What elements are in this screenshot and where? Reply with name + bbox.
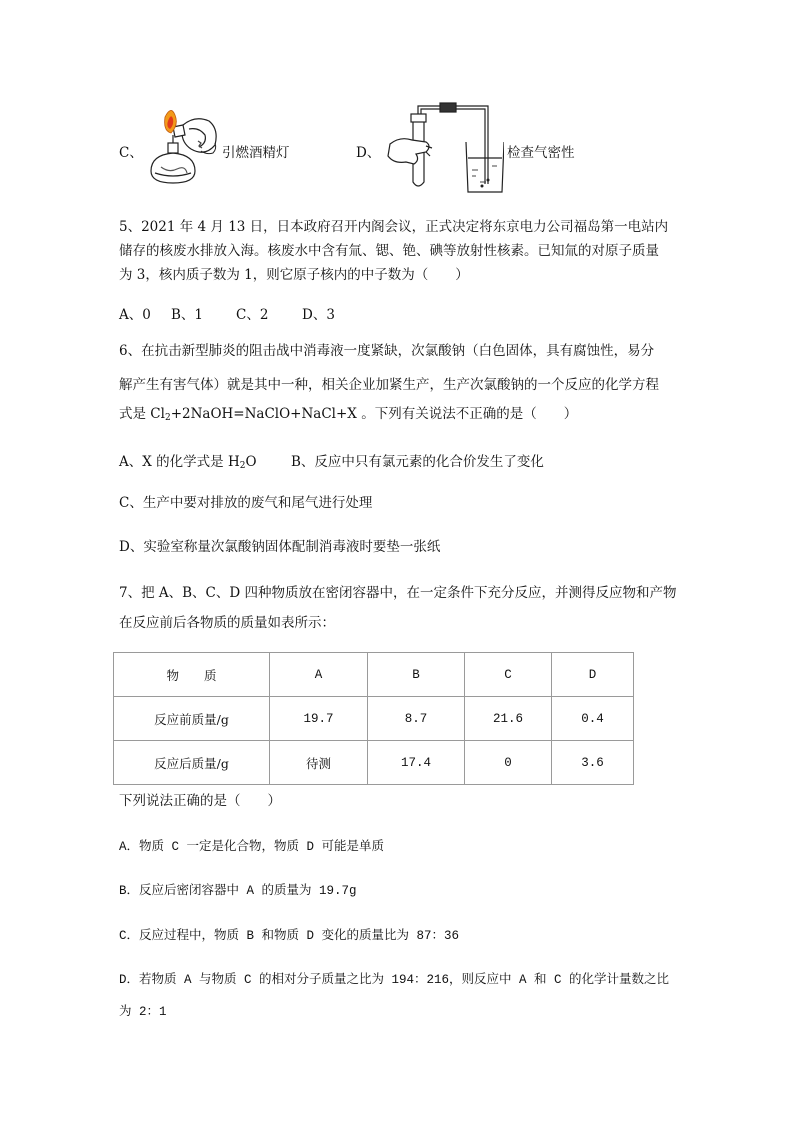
q6-option-c: C、生产中要对排放的废气和尾气进行处理 [119, 495, 373, 511]
table-header-cell: 物 质 [114, 653, 270, 697]
lamp-ignition-figure [143, 103, 225, 187]
q7-option-c: C．反应过程中，物质 B 和物质 D 变化的质量比为 87：36 [119, 929, 460, 943]
table-cell: 21.6 [465, 697, 552, 741]
airtightness-figure [380, 100, 504, 194]
q7-option-a: A．物质 C 一定是化合物，物质 D 可能是单质 [119, 840, 385, 854]
option-c-label: C、 [119, 145, 143, 161]
table-cell: 8.7 [368, 697, 465, 741]
q5-option-c: C、2 [236, 307, 269, 323]
table-cell: 0.4 [552, 697, 634, 741]
option-d-caption: 检查气密性 [507, 145, 575, 161]
table-header-cell: B [368, 653, 465, 697]
q6-option-d: D、实验室称量次氯酸钠固体配制消毒液时要垫一张纸 [119, 539, 441, 555]
table-cell: 反应后质量/g [114, 741, 270, 785]
q6-line-1: 6、在抗击新型肺炎的阻击战中消毒液一度紧缺，次氯酸钠（白色固体，具有腐蚀性，易分 [119, 343, 655, 359]
q7-line-1: 7、把 A、B、C、D 四种物质放在密闭容器中，在一定条件下充分反应，并测得反应物和产物 [119, 585, 677, 601]
q6-option-b: B、反应中只有氯元素的化合价发生了变化 [291, 454, 544, 470]
q6-option-a: A、X 的化学式是 $H_2O$ [119, 454, 257, 471]
table-cell: 19.7 [270, 697, 368, 741]
hand-icon [388, 139, 429, 164]
q7-option-b: B．反应后密闭容器中 A 的质量为 19.7g [119, 884, 357, 898]
table-cell: 待测 [270, 741, 368, 785]
q6-line-3: 式是 $Cl_2+2NaOH=NaClO+NaCl+X$ 。下列有关说法不正确的是（ ） [119, 406, 578, 423]
q7-option-d-line-1: D．若物质 A 与物质 C 的相对分子质量之比为 194：216，则反应中 A 和 C 的化学计量数之比 [119, 973, 670, 987]
q5-line-2: 储存的核废水排放入海。核废水中含有氚、锶、铯、碘等放射性核素。已知氚的对原子质量 [119, 243, 659, 259]
tilted-lamp-icon [173, 119, 216, 152]
q7-line-2: 在反应前后各物质的质量如表所示： [119, 615, 335, 631]
table-header-cell: A [270, 653, 368, 697]
option-d-label: D、 [356, 145, 381, 161]
table-cell: 反应前质量/g [114, 697, 270, 741]
table-cell: 0 [465, 741, 552, 785]
q5-option-b: B、1 [171, 307, 204, 323]
table-cell: 17.4 [368, 741, 465, 785]
q5-option-d: D、3 [302, 307, 335, 323]
table-row [114, 697, 634, 741]
table-row [114, 741, 634, 785]
table-cell: 3.6 [552, 741, 634, 785]
mass-table [113, 652, 634, 785]
option-c-caption: 引燃酒精灯 [222, 145, 290, 161]
q7-option-d-line-2: 为 2：1 [119, 1005, 167, 1019]
table-header-row [114, 653, 634, 697]
q6-line-2: 解产生有害气体）就是其中一种，相关企业加紧生产，生产次氯酸钠的一个反应的化学方程 [119, 377, 659, 393]
q7-prompt: 下列说法正确的是（ ） [119, 793, 281, 809]
q5-option-a: A、0 [119, 307, 151, 323]
q5-line-3: 为 3，核内质子数为 1，则它原子核内的中子数为（ ） [119, 267, 469, 283]
table-header-cell: C [465, 653, 552, 697]
table-header-cell: D [552, 653, 634, 697]
q5-line-1: 5、2021 年 4 月 13 日，日本政府召开内阁会议，正式决定将东京电力公司福岛第一电站内 [119, 219, 669, 235]
